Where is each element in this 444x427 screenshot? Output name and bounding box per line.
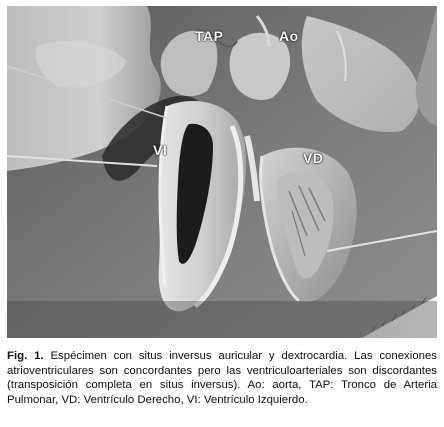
specimen-illustration bbox=[7, 6, 437, 338]
specimen-photo bbox=[7, 6, 437, 338]
label-vd: VD bbox=[303, 150, 324, 166]
label-ao: Ao bbox=[279, 28, 299, 44]
label-vi: VI bbox=[153, 142, 168, 158]
caption-text: Espécimen con situs inversus auricular y dextrocardia. Las conexiones atrioventriculares son concordantes pero las ventriculoarteriales son discordantes (transposición completa en situs inversus). Ao: aorta, TAP: Tronco de Arteria Pulmonar, VD: Ventrículo Derecho, VI: Ventrículo Izquierdo. bbox=[7, 350, 437, 406]
figure-number: Fig. 1. bbox=[7, 350, 44, 362]
label-tap: TAP bbox=[195, 28, 224, 44]
figure-caption bbox=[7, 349, 437, 407]
